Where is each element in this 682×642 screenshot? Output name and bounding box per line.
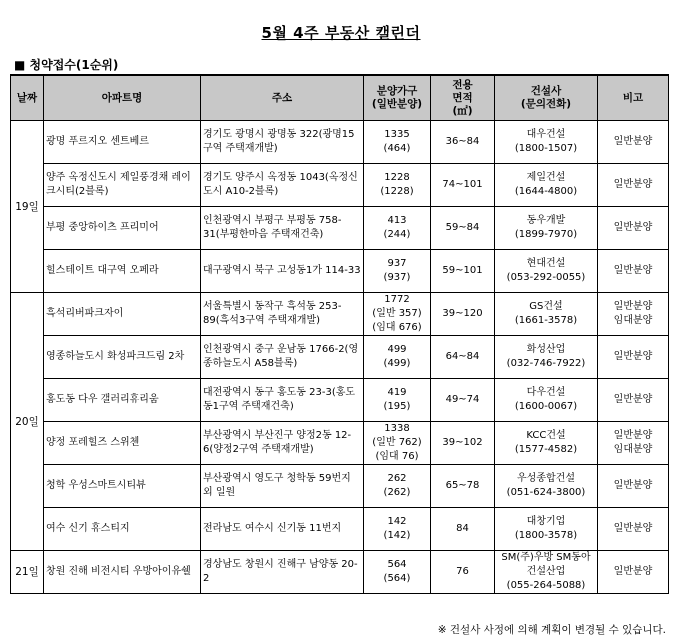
- area: 74~101: [431, 164, 495, 207]
- builder-cell: [495, 422, 598, 465]
- builder-phone: (051-624-3800): [506, 487, 586, 498]
- builder-phone: (032-746-7922): [506, 358, 586, 369]
- note: 일반분양: [598, 551, 669, 594]
- supply-general: (564): [383, 573, 411, 584]
- note-rental: 임대분양: [613, 444, 653, 455]
- note: 일반분양: [598, 164, 669, 207]
- supply-total: 413: [387, 215, 407, 226]
- builder-cell: [495, 379, 598, 422]
- supply-general: (일반 762): [372, 437, 422, 448]
- apartment-name: 홍도동 다우 갤러리휴리움: [44, 379, 201, 422]
- builder-phone: (1600-0067): [514, 401, 578, 412]
- table-row: [11, 164, 669, 207]
- note-general: 일반분양: [613, 430, 653, 441]
- area: 76: [431, 551, 495, 594]
- supply-rental: (임대 76): [375, 451, 419, 462]
- note: 일반분양: [598, 465, 669, 508]
- apartment-name: 부평 중앙하이츠 프리미어: [44, 207, 201, 250]
- supply-general: (464): [383, 143, 411, 154]
- area: 49~74: [431, 379, 495, 422]
- note: [598, 422, 669, 465]
- builder-cell: [495, 508, 598, 551]
- builder-phone: (1800-3578): [514, 530, 578, 541]
- apartment-name: 양정 포레힐즈 스위첸: [44, 422, 201, 465]
- supply-general: (244): [383, 229, 411, 240]
- header-supply-line2: (일반분양): [371, 98, 423, 110]
- builder-name: 대창기업: [526, 516, 566, 527]
- area: 65~78: [431, 465, 495, 508]
- header-note: 비고: [598, 75, 669, 121]
- builder-cell: [495, 207, 598, 250]
- area: 39~102: [431, 422, 495, 465]
- supply-general: (1228): [380, 186, 414, 197]
- builder-name: 동우개발: [526, 215, 566, 226]
- apartment-name: 광명 푸르지오 센트베르: [44, 121, 201, 164]
- table-row: [11, 379, 669, 422]
- area: 36~84: [431, 121, 495, 164]
- builder-phone: (1800-1507): [514, 143, 578, 154]
- supply-total: 142: [387, 516, 407, 527]
- table-row: [11, 336, 669, 379]
- note: 일반분양: [598, 508, 669, 551]
- address: 경기도 양주시 옥정동 1043(옥정신도시 A10-2블록): [201, 164, 364, 207]
- apartment-name: 흑석리버파크자이: [44, 293, 201, 336]
- supply-total: 1772: [384, 294, 410, 305]
- supply-general: (499): [383, 358, 411, 369]
- supply-general: (일반 357): [372, 308, 422, 319]
- address: 부산광역시 부산진구 양정2동 12-6(양정2구역 주택재개발): [201, 422, 364, 465]
- builder-cell: [495, 465, 598, 508]
- supply-total: 419: [387, 387, 407, 398]
- supply-total: 564: [387, 559, 407, 570]
- builder-phone: (055-264-5088): [506, 580, 586, 591]
- address: 대구광역시 북구 고성동1가 114-33: [201, 250, 364, 293]
- header-address: 주소: [201, 75, 364, 121]
- note: 일반분양: [598, 250, 669, 293]
- address: 부산광역시 영도구 청학동 59번지 외 일원: [201, 465, 364, 508]
- builder-name: KCC건설: [526, 430, 566, 441]
- supply-total: 937: [387, 258, 407, 269]
- builder-name: 다우건설: [526, 387, 566, 398]
- builder-phone: (1577-4582): [514, 444, 578, 455]
- builder-name: 현대건설: [526, 258, 566, 269]
- date-cell: 19일: [11, 121, 44, 293]
- apartment-name: 영종하늘도시 화성파크드림 2차: [44, 336, 201, 379]
- builder-name: 화성산업: [526, 344, 566, 355]
- note: 일반분양: [598, 207, 669, 250]
- note: 일반분양: [598, 336, 669, 379]
- supply-cell: [364, 207, 431, 250]
- builder-cell: [495, 551, 598, 594]
- builder-name: 제일건설: [526, 172, 566, 183]
- supply-cell: [364, 508, 431, 551]
- supply-cell: [364, 379, 431, 422]
- supply-general: (937): [383, 272, 411, 283]
- address: 서울특별시 동작구 흑석동 253-89(흑석3구역 주택재개발): [201, 293, 364, 336]
- builder-cell: [495, 164, 598, 207]
- header-area: [431, 75, 495, 121]
- area: 59~101: [431, 250, 495, 293]
- header-area-line3: (㎡): [452, 104, 473, 117]
- supply-total: 1228: [384, 172, 410, 183]
- table-row: [11, 207, 669, 250]
- builder-cell: [495, 336, 598, 379]
- builder-name: GS건설: [529, 301, 563, 312]
- header-builder-line1: 건설사: [530, 85, 562, 97]
- note: 일반분양: [598, 379, 669, 422]
- supply-total: 262: [387, 473, 407, 484]
- supply-total: 499: [387, 344, 407, 355]
- address: 경기도 광명시 광명동 322(광명15구역 주택재개발): [201, 121, 364, 164]
- supply-general: (142): [383, 530, 411, 541]
- address: 대전광역시 동구 홍도동 23-3(홍도동1구역 주택재건축): [201, 379, 364, 422]
- section-heading: ■ 청약접수(1순위): [14, 58, 119, 72]
- apartment-name: 양주 옥정신도시 제일풍경채 레이크시티(2블록): [44, 164, 201, 207]
- supply-cell: [364, 551, 431, 594]
- supply-cell: [364, 164, 431, 207]
- apartment-name: 힐스테이트 대구역 오페라: [44, 250, 201, 293]
- header-builder-line2: (문의전화): [520, 98, 572, 110]
- builder-phone: (1899-7970): [514, 229, 578, 240]
- supply-total: 1335: [384, 129, 410, 140]
- builder-cell: [495, 121, 598, 164]
- supply-cell: [364, 121, 431, 164]
- supply-general: (195): [383, 401, 411, 412]
- builder-phone: (1644-4800): [514, 186, 578, 197]
- area: 59~84: [431, 207, 495, 250]
- calendar-table: [10, 74, 669, 594]
- header-apartment: 아파트명: [44, 75, 201, 121]
- supply-rental: (임대 676): [372, 322, 422, 333]
- area: 39~120: [431, 293, 495, 336]
- table-row: [11, 250, 669, 293]
- address: 전라남도 여수시 신기동 11번지: [201, 508, 364, 551]
- date-cell: 21일: [11, 551, 44, 594]
- builder-name: SM(주)우방 SM동아건설산업: [501, 552, 591, 577]
- note-rental: 임대분양: [613, 315, 653, 326]
- area: 84: [431, 508, 495, 551]
- page-title: 5월 4주 부동산 캘린더: [261, 24, 421, 42]
- area: 64~84: [431, 336, 495, 379]
- builder-cell: [495, 250, 598, 293]
- header-builder: [495, 75, 598, 121]
- supply-cell: [364, 293, 431, 336]
- note-general: 일반분양: [613, 301, 653, 312]
- header-area-line1: 전용: [452, 78, 473, 91]
- supply-cell: [364, 250, 431, 293]
- note: 일반분양: [598, 121, 669, 164]
- header-supply: [364, 75, 431, 121]
- header-area-line2: 면적: [452, 91, 473, 104]
- supply-cell: [364, 336, 431, 379]
- supply-general: (262): [383, 487, 411, 498]
- address: 인천광역시 부평구 부평동 758-31(부평한마음 주택재건축): [201, 207, 364, 250]
- apartment-name: 창원 진해 비전시티 우방아이유쉘: [44, 551, 201, 594]
- header-date: 날짜: [11, 75, 44, 121]
- builder-name: 대우건설: [526, 129, 566, 140]
- table-row: [11, 465, 669, 508]
- address: 인천광역시 중구 운남동 1766-2(영종하늘도시 A58블록): [201, 336, 364, 379]
- footnote: ※ 건설사 사정에 의해 계획이 변경될 수 있습니다.: [437, 624, 666, 636]
- table-row: [11, 293, 669, 336]
- note: [598, 293, 669, 336]
- supply-cell: [364, 422, 431, 465]
- apartment-name: 여수 신기 휴스티지: [44, 508, 201, 551]
- builder-name: 우성종합건설: [517, 473, 575, 484]
- address: 경상남도 창원시 진해구 남양동 20-2: [201, 551, 364, 594]
- apartment-name: 청학 우성스마트시티뷰: [44, 465, 201, 508]
- supply-cell: [364, 465, 431, 508]
- table-row: [11, 551, 669, 594]
- builder-cell: [495, 293, 598, 336]
- supply-total: 1338: [384, 423, 410, 434]
- builder-phone: (053-292-0055): [506, 272, 586, 283]
- header-supply-line1: 분양가구: [376, 85, 418, 97]
- table-row: [11, 422, 669, 465]
- table-row: [11, 508, 669, 551]
- table-row: [11, 121, 669, 164]
- date-cell: 20일: [11, 293, 44, 551]
- builder-phone: (1661-3578): [514, 315, 578, 326]
- header-row: [11, 75, 669, 121]
